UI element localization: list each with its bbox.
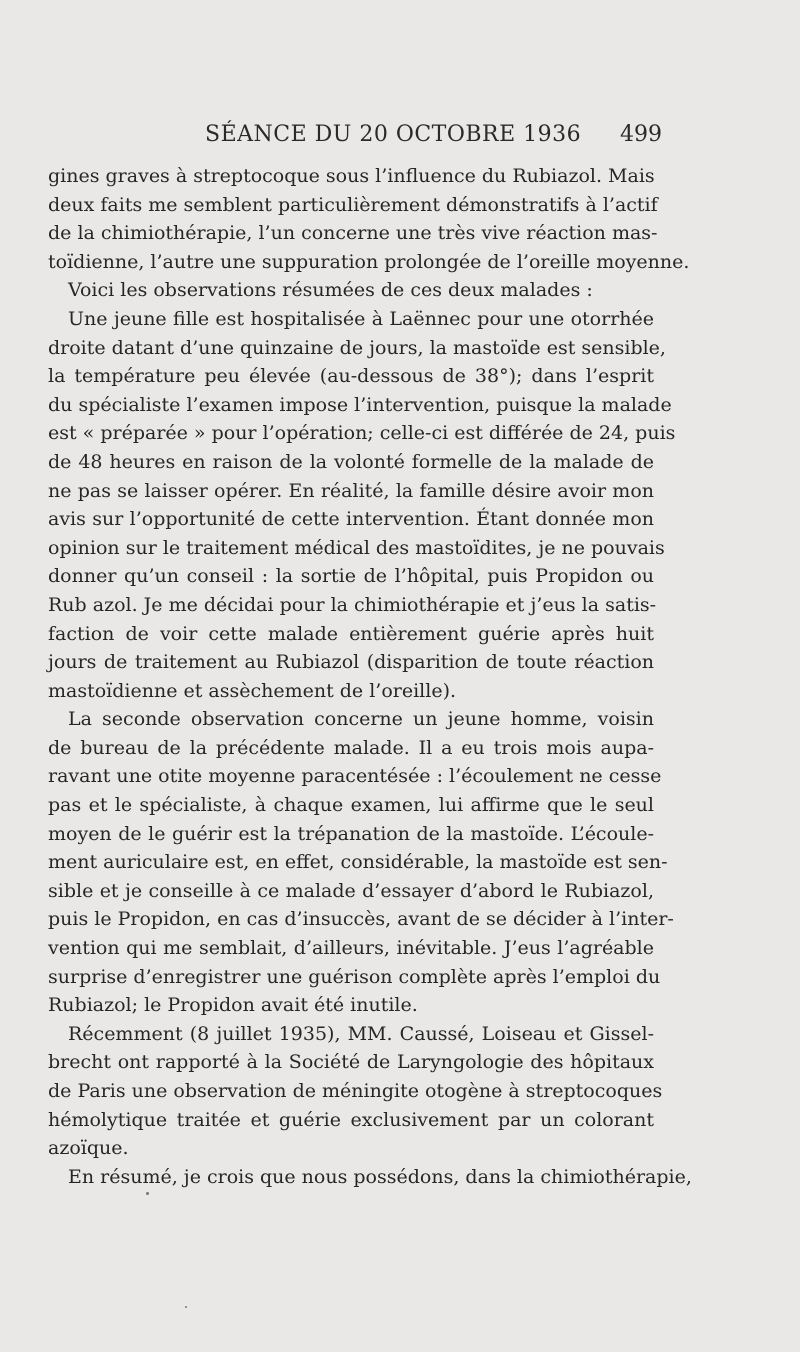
text-line: ravant une otite moyenne paracentésée : l’écoulement ne cesse — [48, 765, 662, 788]
text-line: puis le Propidon, en cas d’insuccès, avant de se décider à l’inter- — [48, 908, 674, 931]
text-line: jours de traitement au Rubiazol (disparition de toute réaction — [48, 651, 654, 674]
text-line: La seconde observation concerne un jeune homme, voisin — [68, 708, 654, 731]
text-line: donner qu’un conseil : la sortie de l’hôpital, puis Propidon ou — [48, 565, 654, 588]
text-line: sible et je conseille à ce malade d’essayer d’abord le Rubiazol, — [48, 879, 654, 902]
text-line: surprise d’enregistrer une guérison complète après l’emploi du — [48, 965, 661, 988]
text-line: Rubiazol; le Propidon avait été inutile. — [48, 994, 418, 1017]
text-line: hémolytique traitée et guérie exclusivement par un colorant — [48, 1108, 654, 1131]
text-line: du spécialiste l’examen impose l’intervention, puisque la malade — [48, 393, 672, 416]
text-line: ne pas se laisser opérer. En réalité, la famille désire avoir mon — [48, 479, 654, 502]
text-line: brecht ont rapporté à la Société de Laryngologie des hôpitaux — [48, 1051, 654, 1074]
text-line: moyen de le guérir est la trépanation de la mastoïde. L’écoule- — [48, 822, 654, 845]
text-line: la température peu élevée (au-dessous de 38°); dans l’esprit — [48, 365, 654, 388]
text-line: Rub azol. Je me décidai pour la chimiothérapie et j’eus la satis- — [48, 593, 657, 616]
text-line: est « préparée » pour l’opération; celle-ci est différée de 24, puis — [48, 422, 676, 445]
text-line: mastoïdienne et assèchement de l’oreille). — [48, 679, 457, 702]
text-line: avis sur l’opportunité de cette intervention. Étant donnée mon — [48, 508, 654, 531]
paper-speck — [146, 1192, 149, 1195]
text-line: droite datant d’une quinzaine de jours, la mastoïde est sensible, — [48, 336, 666, 359]
text-line: de la chimiothérapie, l’un concerne une très vive réaction mas- — [48, 222, 658, 245]
text-line: faction de voir cette malade entièrement guérie après huit — [48, 622, 654, 645]
text-line: deux faits me semblent particulièrement démonstratifs à l’actif — [48, 193, 658, 216]
body-text — [48, 162, 692, 1191]
text-line: Voici les observations résumées de ces deux malades : — [68, 279, 593, 302]
page-number: 499 — [620, 122, 662, 147]
text-line: de bureau de la précédente malade. Il a eu trois mois aupa- — [48, 736, 654, 759]
text-line: de Paris une observation de méningite otogène à streptocoques — [48, 1080, 663, 1102]
text-line: gines graves à streptocoque sous l’influence du Rubiazol. Mais — [48, 165, 655, 187]
text-line: ment auriculaire est, en effet, considérable, la mastoïde est sen- — [48, 851, 668, 874]
text-line: vention qui me semblait, d’ailleurs, inévitable. J’eus l’agréable — [48, 937, 654, 960]
text-line: pas et le spécialiste, à chaque examen, lui affirme que le seul — [48, 794, 654, 817]
text-line: toïdienne, l’autre une suppuration prolongée de l’oreille moyenne. — [48, 250, 690, 273]
paper-speck — [185, 1306, 187, 1308]
text-line: En résumé, je crois que nous possédons, dans la chimiothérapie, — [68, 1165, 692, 1188]
running-head: SÉANCE DU 20 OCTOBRE 1936 — [205, 122, 582, 147]
page-header — [0, 122, 800, 152]
text-line: Récemment (8 juillet 1935), MM. Caussé, Loiseau et Gissel- — [68, 1022, 654, 1045]
text-line: de 48 heures en raison de la volonté formelle de la malade de — [48, 450, 654, 473]
text-line: Une jeune fille est hospitalisée à Laënnec pour une otorrhée — [68, 307, 654, 330]
text-line: azoïque. — [48, 1137, 129, 1160]
text-line: opinion sur le traitement médical des mastoïdites, je ne pouvais — [48, 536, 665, 559]
